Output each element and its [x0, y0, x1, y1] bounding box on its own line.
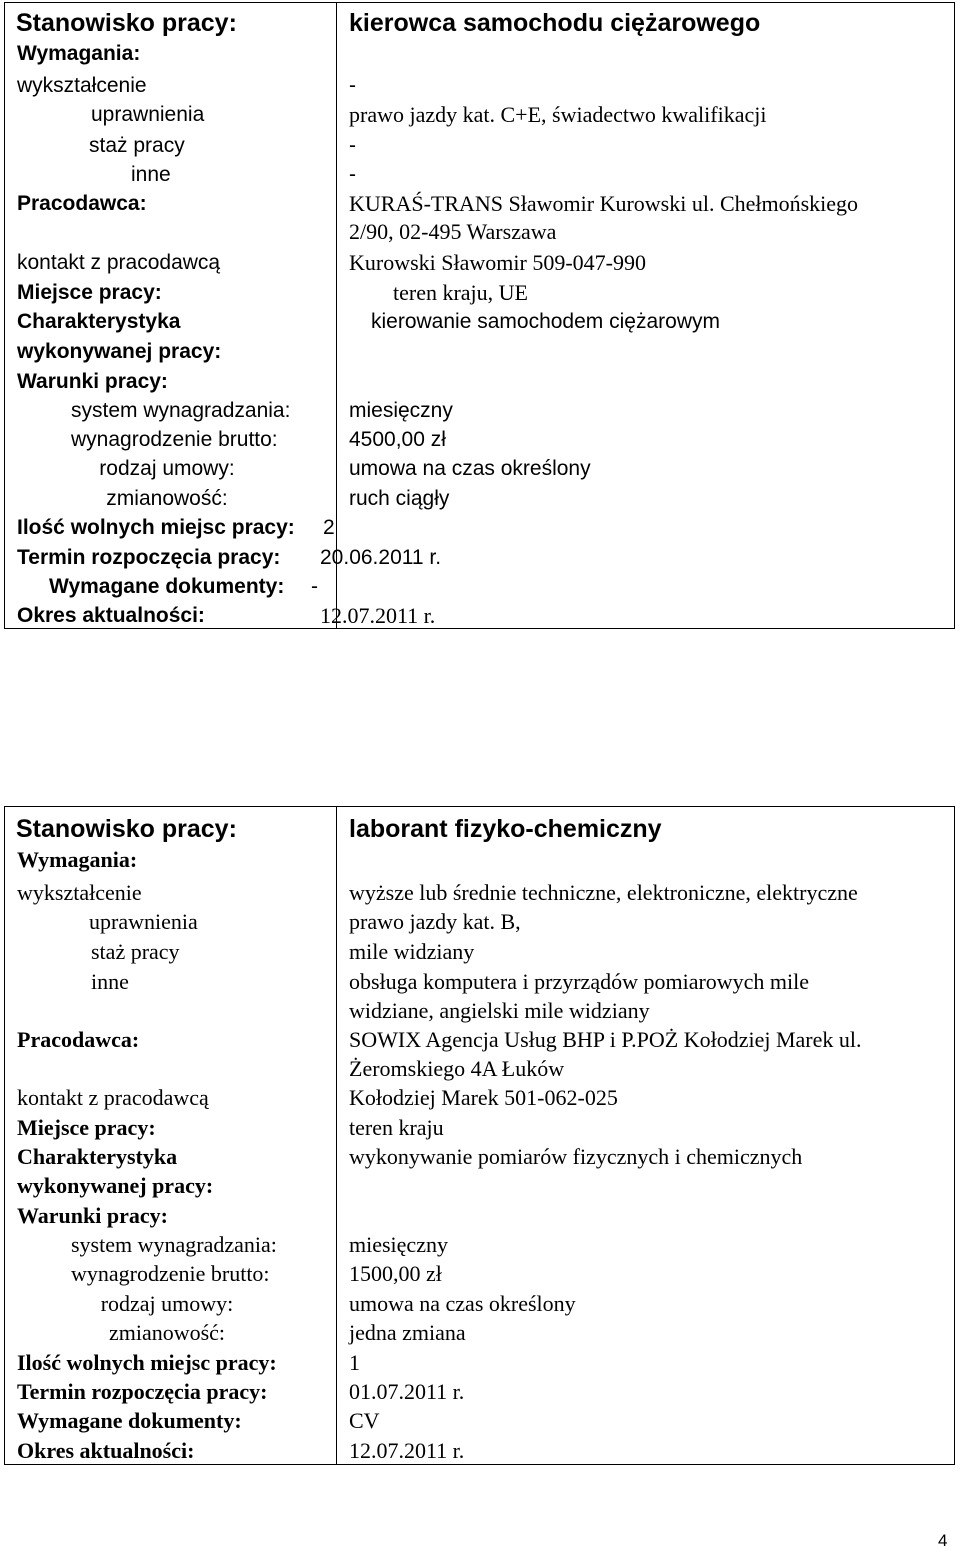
contract-label: rodzaj umowy:: [100, 1291, 234, 1316]
pay-system-label: system wynagradzania:: [71, 399, 291, 422]
education-value: wyższe lub średnie techniczne, elektroniczne, elektryczne: [349, 880, 858, 905]
position-label: Stanowisko pracy:: [16, 9, 237, 37]
column-divider: [336, 3, 337, 628]
experience-label: staż pracy: [89, 134, 185, 157]
place-label: Miejsce pracy:: [17, 281, 162, 304]
experience-label: staż pracy: [91, 939, 180, 964]
documents-value: CV: [349, 1408, 380, 1433]
other-label: inne: [131, 163, 171, 186]
position-value: kierowca samochodu ciężarowego: [349, 9, 761, 37]
employer-line-2: Żeromskiego 4A Łuków: [349, 1056, 565, 1081]
shifts-value: ruch ciągły: [349, 487, 450, 510]
documents-label: Wymagane dokumenty:: [49, 575, 285, 598]
other-line-1: obsługa komputera i przyrządów pomiarowych mile: [349, 969, 810, 994]
licenses-value: prawo jazdy kat. C+E, świadectwo kwalifikacji: [349, 102, 767, 127]
contact-label: kontakt z pracodawcą: [17, 251, 221, 274]
contract-value: umowa na czas określony: [349, 457, 591, 480]
pay-system-value: miesięczny: [349, 399, 453, 422]
contract-value: umowa na czas określony: [349, 1291, 576, 1316]
validity-label: Okres aktualności:: [17, 1438, 195, 1463]
employer-line-1: SOWIX Agencja Usług BHP i P.POŻ Kołodziej Marek ul.: [349, 1027, 862, 1052]
other-label: inne: [91, 969, 129, 994]
place-value: teren kraju: [349, 1115, 444, 1140]
start-date-label: Termin rozpoczęcia pracy:: [17, 546, 281, 569]
position-value: laborant fizyko-chemiczny: [349, 815, 662, 843]
start-date-value: 20.06.2011 r.: [320, 546, 442, 569]
other-value: -: [349, 163, 356, 186]
start-date-label: Termin rozpoczęcia pracy:: [17, 1379, 268, 1404]
place-label: Miejsce pracy:: [17, 1115, 156, 1140]
vacancies-value: 1: [349, 1350, 360, 1375]
contract-label: rodzaj umowy:: [99, 457, 235, 480]
vacancies-label: Ilość wolnych miejsc pracy:: [17, 516, 295, 539]
page-number: 4: [938, 1531, 948, 1550]
characteristics-label: Charakterystyka: [17, 1144, 178, 1169]
documents-value: -: [311, 575, 318, 598]
vacancies-label: Ilość wolnych miejsc pracy:: [17, 1350, 277, 1375]
place-value: teren kraju, UE: [393, 280, 528, 305]
requirements-label: Wymagania:: [17, 847, 138, 872]
characteristics-label-line-2: wykonywanej pracy:: [17, 1173, 214, 1198]
contact-value: Kołodziej Marek 501-062-025: [349, 1085, 618, 1110]
shifts-label: zmianowość:: [108, 1320, 226, 1345]
validity-value: 12.07.2011 r.: [349, 1438, 465, 1463]
employer-label: Pracodawca:: [17, 192, 147, 215]
characteristics-value: wykonywanie pomiarów fizycznych i chemicznych: [349, 1144, 803, 1169]
pay-system-value: miesięczny: [349, 1232, 448, 1257]
shifts-value: jedna zmiana: [349, 1320, 466, 1345]
job-offer-card: [4, 2, 955, 629]
licenses-label: uprawnienia: [91, 103, 205, 126]
column-divider: [336, 807, 337, 1464]
education-value: -: [349, 74, 356, 97]
contact-label: kontakt z pracodawcą: [17, 1085, 209, 1110]
gross-pay-label: wynagrodzenie brutto:: [71, 1261, 270, 1286]
position-label: Stanowisko pracy:: [16, 815, 237, 843]
conditions-label: Warunki pracy:: [17, 370, 168, 393]
validity-value: 12.07.2011 r.: [320, 603, 436, 628]
characteristics-label: Charakterystyka: [17, 310, 181, 333]
contact-value: Kurowski Sławomir 509-047-990: [349, 250, 646, 275]
gross-pay-label: wynagrodzenie brutto:: [71, 428, 278, 451]
shifts-label: zmianowość:: [106, 487, 228, 510]
documents-label: Wymagane dokumenty:: [17, 1408, 242, 1433]
characteristics-label-line-2: wykonywanej pracy:: [17, 340, 222, 363]
gross-pay-value: 1500,00 zł: [349, 1261, 442, 1286]
vacancies-value: 2: [323, 516, 335, 539]
education-label: wykształcenie: [17, 74, 147, 97]
experience-value: -: [349, 134, 356, 157]
pay-system-label: system wynagradzania:: [71, 1232, 277, 1257]
experience-value: mile widziany: [349, 939, 475, 964]
validity-label: Okres aktualności:: [17, 604, 205, 627]
licenses-label: uprawnienia: [89, 909, 198, 934]
employer-line-2: 2/90, 02-495 Warszawa: [349, 219, 557, 244]
start-date-value: 01.07.2011 r.: [349, 1379, 465, 1404]
gross-pay-value: 4500,00 zł: [349, 428, 446, 451]
employer-label: Pracodawca:: [17, 1027, 140, 1052]
characteristics-value: kierowanie samochodem ciężarowym: [371, 310, 720, 333]
requirements-label: Wymagania:: [17, 42, 141, 65]
employer-line-1: KURAŚ-TRANS Sławomir Kurowski ul. Chełmońskiego: [349, 191, 859, 216]
education-label: wykształcenie: [17, 880, 142, 905]
job-offer-card: [4, 806, 955, 1465]
other-line-2: widziane, angielski mile widziany: [349, 998, 650, 1023]
conditions-label: Warunki pracy:: [17, 1203, 168, 1228]
licenses-value: prawo jazdy kat. B,: [349, 909, 521, 934]
